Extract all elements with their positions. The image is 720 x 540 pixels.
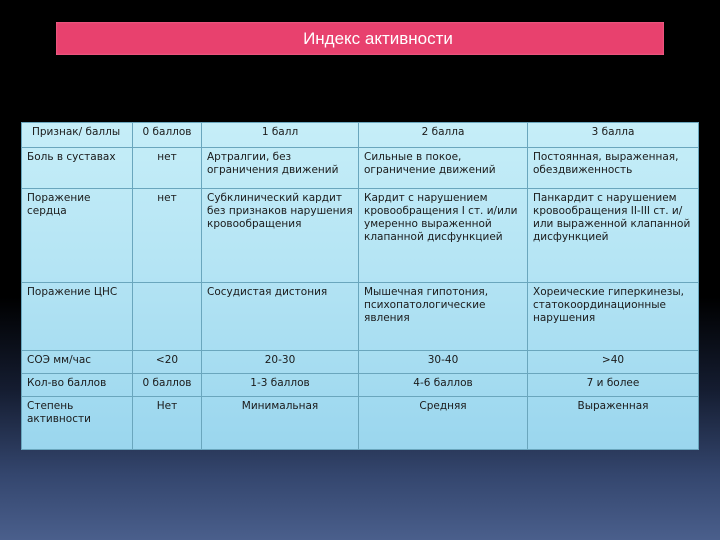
- table-cell: Сосудистая дистония: [202, 283, 359, 351]
- table-cell: 30-40: [359, 351, 528, 374]
- page-title: Индекс активности: [303, 28, 453, 48]
- table-cell: >40: [528, 351, 699, 374]
- table-cell: Субклинический кардит без признаков нарушения кровообращения: [202, 189, 359, 283]
- table-cell: Нет: [133, 397, 202, 450]
- table-header-row: [22, 123, 699, 148]
- table-cell: 4-6 баллов: [359, 374, 528, 397]
- table-cell: Выраженная: [528, 397, 699, 450]
- header-cell: 3 балла: [528, 123, 699, 148]
- table-cell: Минимальная: [202, 397, 359, 450]
- activity-index-table: [21, 122, 699, 450]
- table-cell: Артралгии, без ограничения движений: [202, 148, 359, 189]
- table-cell: Панкардит с нарушением кровообращения II-III ст. и/или выраженной клапанной дисфункцией: [528, 189, 699, 283]
- table-cell: 7 и более: [528, 374, 699, 397]
- table-cell: 20-30: [202, 351, 359, 374]
- header-cell: Признак/ баллы: [22, 123, 133, 148]
- row-label: Поражение ЦНС: [22, 283, 133, 351]
- table-cell: Постоянная, выраженная, обездвиженность: [528, 148, 699, 189]
- table-cell: Средняя: [359, 397, 528, 450]
- table-row: [22, 397, 699, 450]
- table-row: [22, 374, 699, 397]
- table-cell: 0 баллов: [133, 374, 202, 397]
- table-cell: <20: [133, 351, 202, 374]
- row-label: Степень активности: [22, 397, 133, 450]
- row-label: Боль в суставах: [22, 148, 133, 189]
- table-cell: Сильные в покое, ограничение движений: [359, 148, 528, 189]
- table-row: [22, 351, 699, 374]
- table-row: [22, 148, 699, 189]
- table-cell: Мышечная гипотония, психопатологические явления: [359, 283, 528, 351]
- header-cell: 1 балл: [202, 123, 359, 148]
- table-cell: 1-3 баллов: [202, 374, 359, 397]
- table-row: [22, 189, 699, 283]
- table-cell: Хореические гиперкинезы, статокоординационные нарушения: [528, 283, 699, 351]
- row-label: СОЭ мм/час: [22, 351, 133, 374]
- table-cell: нет: [133, 189, 202, 283]
- table-row: [22, 283, 699, 351]
- table-cell: Кардит с нарушением кровообращения I ст. и/или умеренно выраженной клапанной дисфункцией: [359, 189, 528, 283]
- row-label: Поражение сердца: [22, 189, 133, 283]
- table-cell: [133, 283, 202, 351]
- header-cell: 0 баллов: [133, 123, 202, 148]
- title-banner: [56, 22, 664, 55]
- table-cell: нет: [133, 148, 202, 189]
- header-cell: 2 балла: [359, 123, 528, 148]
- row-label: Кол-во баллов: [22, 374, 133, 397]
